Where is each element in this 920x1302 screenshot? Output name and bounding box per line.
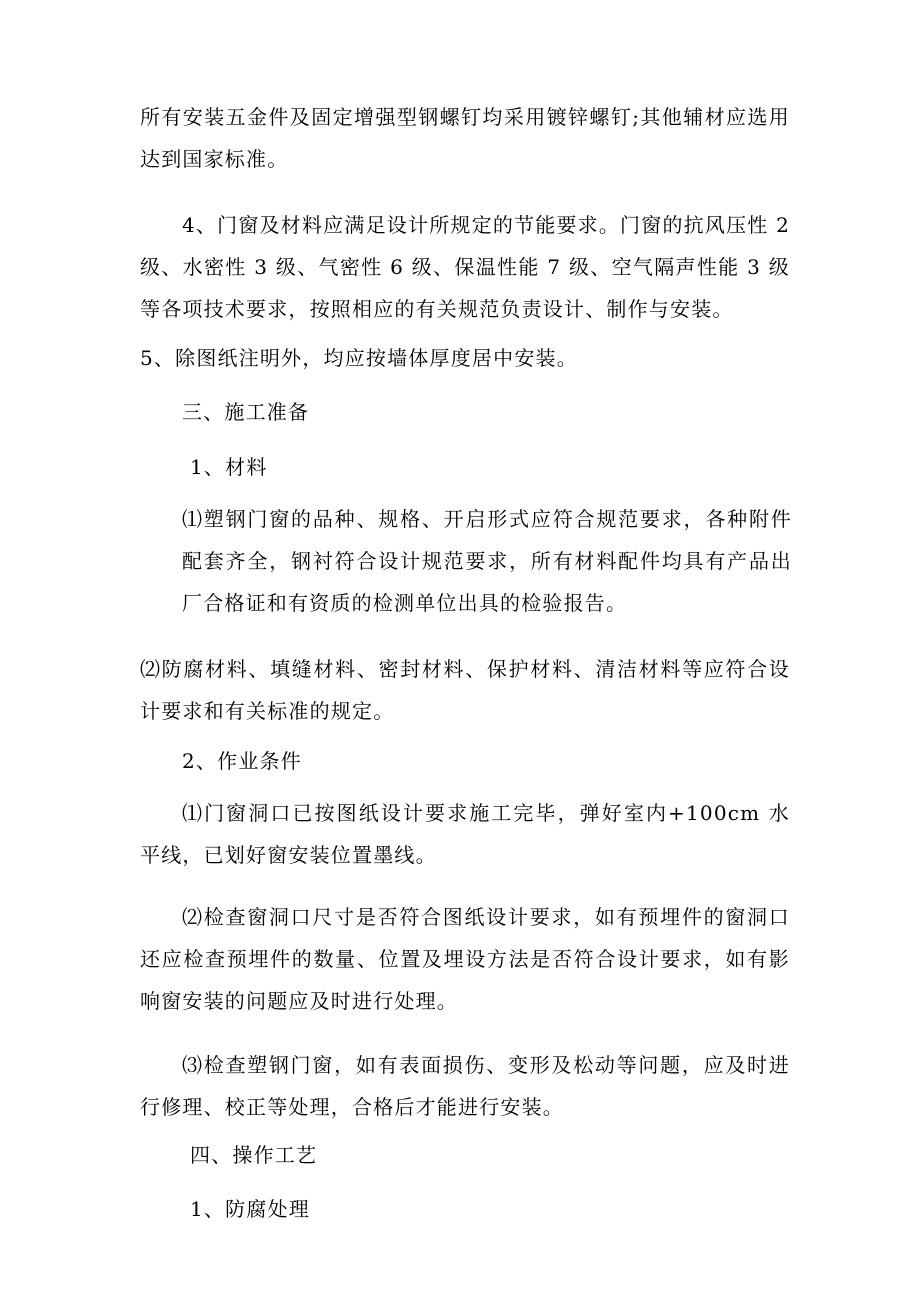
paragraph-materials-1: ⑴塑钢门窗的品种、规格、开启形式应符合规范要求，各种附件配套齐全，钢衬符合设计规范要求，所有材料配件均具有产品出厂合格证和有资质的检测单位出具的检验报告。 bbox=[182, 507, 792, 615]
subheading-anticorrosion: 1、防腐处理 bbox=[190, 1197, 310, 1221]
section-heading-construction-prep: 三、施工准备 bbox=[182, 400, 310, 424]
paragraph-conditions-2: ⑵检查窗洞口尺寸是否符合图纸设计要求，如有预埋件的窗洞口还应检查预埋件的数量、位置及埋设方法是否符合设计要求，如有影响窗安装的问题应及时进行处理。 bbox=[140, 905, 790, 1013]
paragraph-energy-requirements: 4、门窗及材料应满足设计所规定的节能要求。门窗的抗风压性 2 级、水密性 3 级、气密性 6 级、保温性能 7 级、空气隔声性能 3 级等各项技术要求，按照相应的有关规范负责设计、制作与安装。 bbox=[140, 213, 798, 321]
subheading-work-conditions: 2、作业条件 bbox=[182, 749, 302, 773]
paragraph-conditions-3: ⑶检查塑钢门窗，如有表面损伤、变形及松动等问题，应及时进行修理、校正等处理，合格后才能进行安装。 bbox=[140, 1053, 790, 1119]
paragraph-hardware: 所有安装五金件及固定增强型钢螺钉均采用镀锌螺钉;其他辅材应选用达到国家标准。 bbox=[140, 105, 790, 171]
subheading-materials: 1、材料 bbox=[190, 455, 268, 479]
paragraph-install-center: 5、除图纸注明外，均应按墙体厚度居中安装。 bbox=[140, 346, 578, 370]
paragraph-conditions-1: ⑴门窗洞口已按图纸设计要求施工完毕，弹好室内+100cm 水平线，已划好窗安装位置墨线。 bbox=[140, 801, 790, 867]
paragraph-materials-2: ⑵防腐材料、填缝材料、密封材料、保护材料、清洁材料等应符合设计要求和有关标准的规定。 bbox=[140, 657, 790, 723]
section-heading-operation-process: 四、操作工艺 bbox=[190, 1143, 318, 1167]
